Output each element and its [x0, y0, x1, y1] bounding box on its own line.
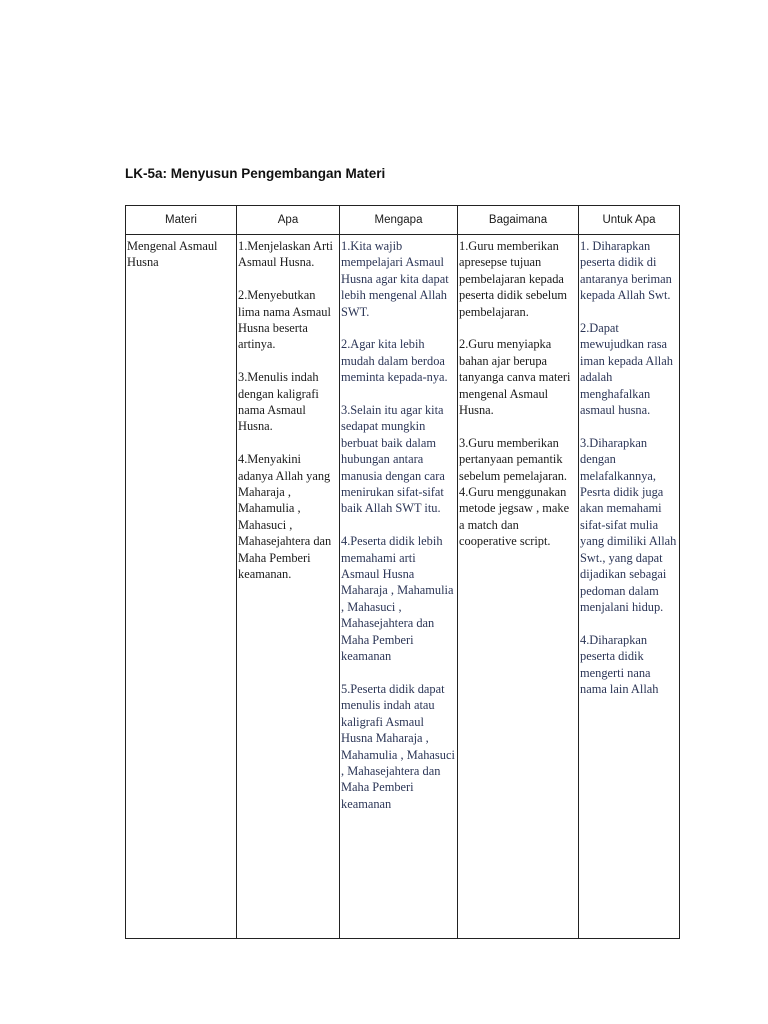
table-header-row: [126, 206, 680, 235]
page-title: LK-5a: Menyusun Pengembangan Materi: [125, 166, 386, 181]
bagaimana-item-1: 1.Guru memberikan apresepse tujuan pembelajaran kepada peserta didik sebelum pembelajaran.: [459, 239, 568, 319]
table-row: [126, 235, 680, 939]
cell-untuk-apa: [579, 235, 680, 939]
mengapa-item-1: 1.Kita wajib mempelajari Asmaul Husna agar kita dapat lebih mengenal Allah SWT.: [341, 239, 449, 319]
cell-bagaimana: [458, 235, 579, 939]
bagaimana-item-4: 4.Guru menggunakan metode jegsaw , make a match dan cooperative script.: [459, 485, 570, 549]
mengapa-item-3: 3.Selain itu agar kita sedapat mungkin berbuat baik dalam hubungan antara manusia dengan cara menirukan sifat-sifat baik Allah SWT itu.: [341, 403, 445, 516]
apa-item-2: 2.Menyebutkan lima nama Asmaul Husna beserta artinya.: [238, 288, 331, 352]
apa-item-1: 1.Menjelaskan Arti Asmaul Husna.: [238, 239, 333, 270]
mengapa-item-4: 4.Peserta didik lebih memahami arti Asmaul Husna Maharaja , Mahamulia , Mahasuci , Mahasejahtera dan Maha Pemberi keamanan: [341, 534, 454, 664]
materi-text: Mengenal Asmaul Husna: [127, 239, 218, 270]
mengapa-item-5: 5.Peserta didik dapat menulis indah atau kaligrafi Asmaul Husna Maharaja , Mahamulia , Mahasuci , Mahasejahtera dan Maha Pemberi keamanan: [341, 681, 455, 811]
cell-apa: [237, 235, 340, 939]
untuk-apa-item-1: 1. Diharapkan peserta didik di antaranya beriman kepada Allah Swt.: [580, 239, 672, 303]
bagaimana-item-2: 2.Guru menyiapka bahan ajar berupa tanyanga canva materi mengenal Asmaul Husna.: [459, 337, 571, 418]
header-mengapa: Mengapa: [340, 206, 458, 235]
materi-table: [125, 205, 680, 939]
cell-materi: [126, 235, 237, 939]
apa-item-4: 4.Menyakini adanya Allah yang Maharaja , Mahamulia , Mahasuci , Mahasejahtera dan Maha Pemberi keamanan.: [238, 452, 332, 582]
apa-item-3: 3.Menulis indah dengan kaligrafi nama Asmaul Husna.: [238, 370, 319, 434]
untuk-apa-item-3: 3.Diharapkan dengan melafalkannya, Pesrta didik juga akan memahami sifat-sifat mulia yang dimiliki Allah Swt., yang dapat dijadikan sebagai pedoman dalam menjalani hidup.: [580, 435, 677, 614]
header-bagaimana: Bagaimana: [458, 206, 579, 235]
untuk-apa-item-4: 4.Diharapkan peserta didik mengerti nana nama lain Allah: [580, 632, 659, 696]
untuk-apa-item-2: 2.Dapat mewujudkan rasa iman kepada Allah adalah menghafalkan asmaul husna.: [580, 321, 673, 418]
bagaimana-item-3: 3.Guru memberikan pertanyaan pemantik sebelum pemelajaran.: [459, 435, 568, 483]
header-apa: Apa: [237, 206, 340, 235]
header-untuk-apa: Untuk Apa: [579, 206, 680, 235]
mengapa-item-2: 2.Agar kita lebih mudah dalam berdoa meminta kepada-nya.: [341, 337, 448, 385]
header-materi: Materi: [126, 206, 237, 235]
cell-mengapa: [340, 235, 458, 939]
